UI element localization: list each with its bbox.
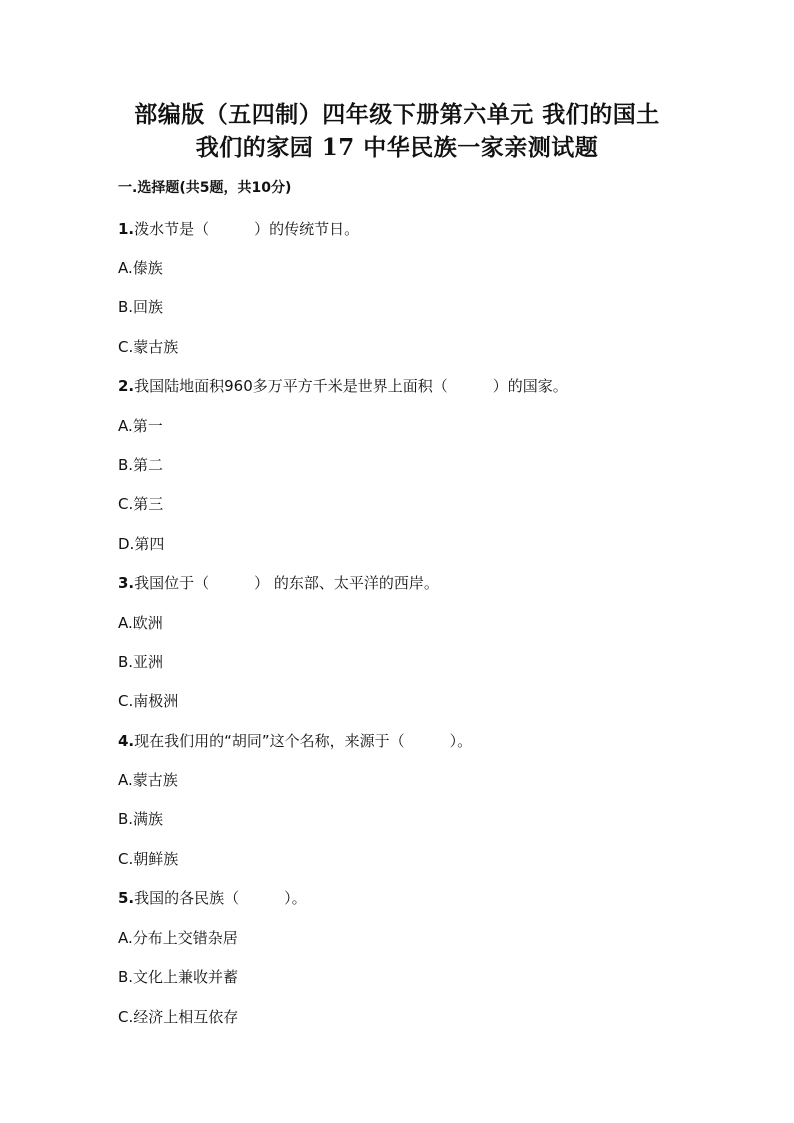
question-5-stem: 我国的各民族（ ）。 (134, 889, 307, 907)
question-5-option-b: B.文化上兼收并蓄 (118, 968, 239, 986)
question-4 (118, 730, 472, 751)
question-5-option-c: C.经济上相互依存 (118, 1008, 239, 1026)
question-2 (118, 375, 568, 396)
question-2-option-b: B.第二 (118, 456, 164, 474)
question-1-option-c: C.蒙古族 (118, 338, 179, 356)
question-2-option-c: C.第三 (118, 495, 164, 513)
question-5-option-a: A.分布上交错杂居 (118, 929, 238, 947)
worksheet-title-line2: 我们的家园 17 中华民族一家亲测试题 (195, 134, 599, 161)
question-1-stem: 泼水节是（ ）的传统节日。 (134, 220, 360, 238)
section-heading: 一.选择题(共5题，共10分) (118, 180, 292, 196)
question-3-option-a: A.欧洲 (118, 614, 163, 632)
worksheet-title-line1: 部编版（五四制）四年级下册第六单元 我们的国土 (134, 101, 660, 128)
question-4-stem: 现在我们用的“胡同”这个名称，来源于（ ）。 (134, 732, 473, 750)
question-1-number: 1. (118, 220, 135, 238)
question-4-number: 4. (118, 732, 135, 750)
question-1 (118, 218, 359, 239)
question-2-option-d: D.第四 (118, 535, 165, 553)
question-4-option-a: A.蒙古族 (118, 771, 178, 789)
question-3-number: 3. (118, 574, 135, 592)
question-3-option-b: B.亚洲 (118, 653, 164, 671)
question-2-option-a: A.第一 (118, 417, 163, 435)
question-2-stem: 我国陆地面积960多万平方千米是世界上面积（ ）的国家。 (134, 377, 568, 395)
question-5-number: 5. (118, 889, 135, 907)
question-4-option-b: B.满族 (118, 810, 164, 828)
question-3-stem: 我国位于（ ） 的东部、太平洋的西岸。 (134, 574, 439, 592)
question-4-option-c: C.朝鲜族 (118, 850, 179, 868)
question-3 (118, 572, 439, 593)
question-3-option-c: C.南极洲 (118, 692, 179, 710)
question-5 (118, 887, 307, 908)
question-2-number: 2. (118, 377, 135, 395)
question-1-option-a: A.傣族 (118, 259, 163, 277)
question-1-option-b: B.回族 (118, 298, 164, 316)
